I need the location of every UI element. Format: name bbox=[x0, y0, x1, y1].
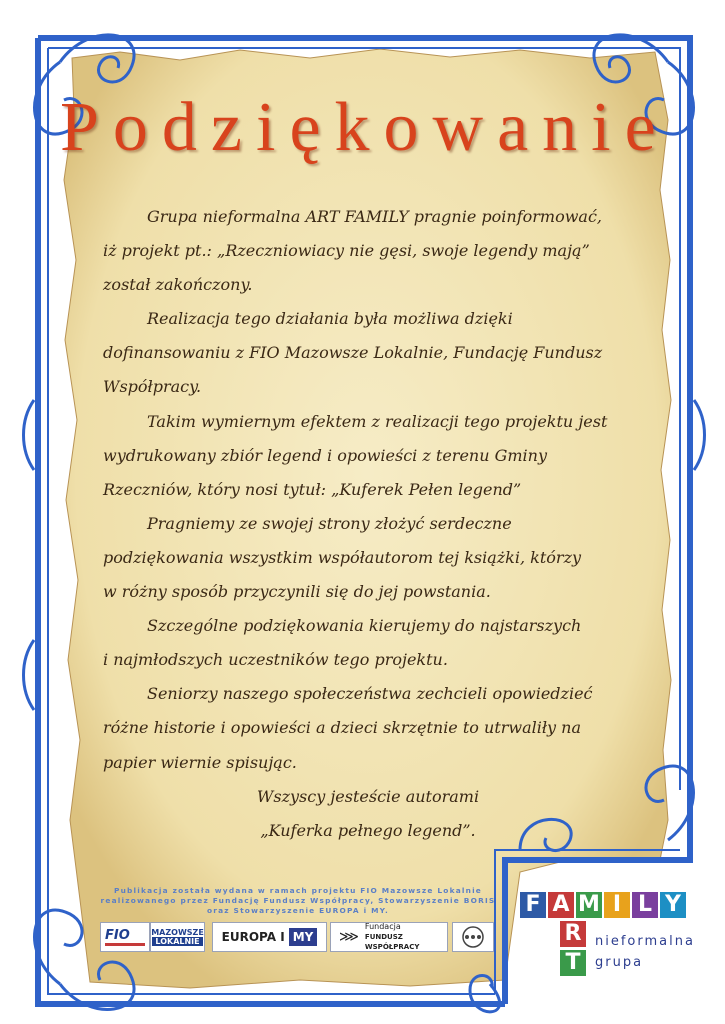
paragraph-line: iż projekt pt.: „Rzeczniowiacy nie gęsi, swoje legendy mają” bbox=[103, 241, 590, 261]
family-letter-i: I bbox=[604, 892, 630, 918]
art-letter-t: T bbox=[560, 950, 586, 976]
paragraph-line: w różny sposób przyczynili się do jej powstania. bbox=[103, 582, 491, 602]
paragraph-line: Współpracy. bbox=[103, 377, 202, 397]
paragraph-line: podziękowania wszystkim współautorom tej książki, którzy bbox=[103, 547, 582, 567]
paragraph-line: Realizacja tego działania była możliwa dzięki bbox=[147, 309, 513, 329]
paragraph-line: Szczególne podziękowania kierujemy do najstarszych bbox=[147, 616, 582, 636]
paragraph-line: Rzeczniów, który nosi tytuł: „Kuferek Pełen legend” bbox=[103, 479, 522, 499]
paragraph-line: został zakończony. bbox=[103, 275, 253, 295]
paragraph-line: różne historie i opowieści a dzieci skrzętnie to utrwaliły na bbox=[103, 718, 582, 738]
fundusz-wspolpracy-text: FUNDUSZ WSPÓŁPRACY bbox=[364, 933, 420, 951]
boris-logo bbox=[452, 922, 494, 952]
fio-logo-text: FIO bbox=[105, 928, 130, 943]
paragraph-line: dofinansowaniu z FIO Mazowsze Lokalnie, Fundację Fundusz bbox=[103, 343, 603, 363]
paragraph-line: Seniorzy naszego społeczeństwa zechcieli opowiedzieć bbox=[147, 684, 593, 704]
letter-body bbox=[103, 200, 633, 848]
paragraph-line: i najmłodszych uczestników tego projektu. bbox=[103, 650, 448, 670]
mazowsze-text: MAZOWSZE bbox=[151, 928, 204, 937]
paragraph-line: Pragniemy ze swojej strony złożyć serdeczne bbox=[147, 513, 512, 533]
paragraph-line: Takim wymiernym efektem z realizacji tego projektu jest bbox=[147, 411, 608, 431]
publication-note-line: oraz Stowarzyszenie EUROPA i MY. bbox=[206, 906, 390, 915]
family-letter-f: F bbox=[520, 892, 546, 918]
publication-note-line: Publikacja została wydana w ramach projektu FIO Mazowsze Lokalnie bbox=[113, 886, 483, 895]
fundusz-text bbox=[365, 922, 447, 952]
fundusz-wspolpracy-logo bbox=[330, 922, 448, 952]
paragraph-line: papier wiernie spisując. bbox=[103, 752, 297, 772]
fio-logo bbox=[100, 922, 150, 952]
family-letter-l: L bbox=[632, 892, 658, 918]
art-letter-r: R bbox=[560, 921, 586, 947]
europa-i-my-logo bbox=[212, 922, 327, 952]
europa-text: EUROPA I bbox=[221, 930, 285, 944]
fio-logo-bar bbox=[105, 943, 145, 946]
fundusz-icon: ⋙ bbox=[339, 929, 359, 945]
mazowsze-lokalnie-logo bbox=[150, 922, 205, 952]
my-text: MY bbox=[289, 928, 318, 946]
family-letter-a: A bbox=[548, 892, 574, 918]
publication-note-line: realizowanego przez Fundację Fundusz Współpracy, Stowarzyszenie BORIS bbox=[100, 896, 496, 905]
lokalnie-text: LOKALNIE bbox=[152, 937, 202, 946]
paragraph-line: Grupa nieformalna ART FAMILY pragnie poinformować, bbox=[147, 207, 602, 226]
page-title: Podziękowanie bbox=[60, 89, 670, 166]
fundacja-text: Fundacja bbox=[364, 922, 401, 931]
closing-line: Wszyscy jesteście autorami bbox=[256, 786, 480, 806]
paragraph-line: wydrukowany zbiór legend i opowieści z terenu Gminy bbox=[103, 445, 548, 465]
closing-line: „Kuferka pełnego legend”. bbox=[260, 820, 476, 840]
nieformalna-text: nieformalna bbox=[595, 934, 695, 949]
family-letter-m: M bbox=[576, 892, 602, 918]
grupa-text: grupa bbox=[595, 955, 644, 970]
boris-icon bbox=[456, 925, 490, 949]
family-letter-y: Y bbox=[660, 892, 686, 918]
publication-note bbox=[98, 886, 498, 916]
